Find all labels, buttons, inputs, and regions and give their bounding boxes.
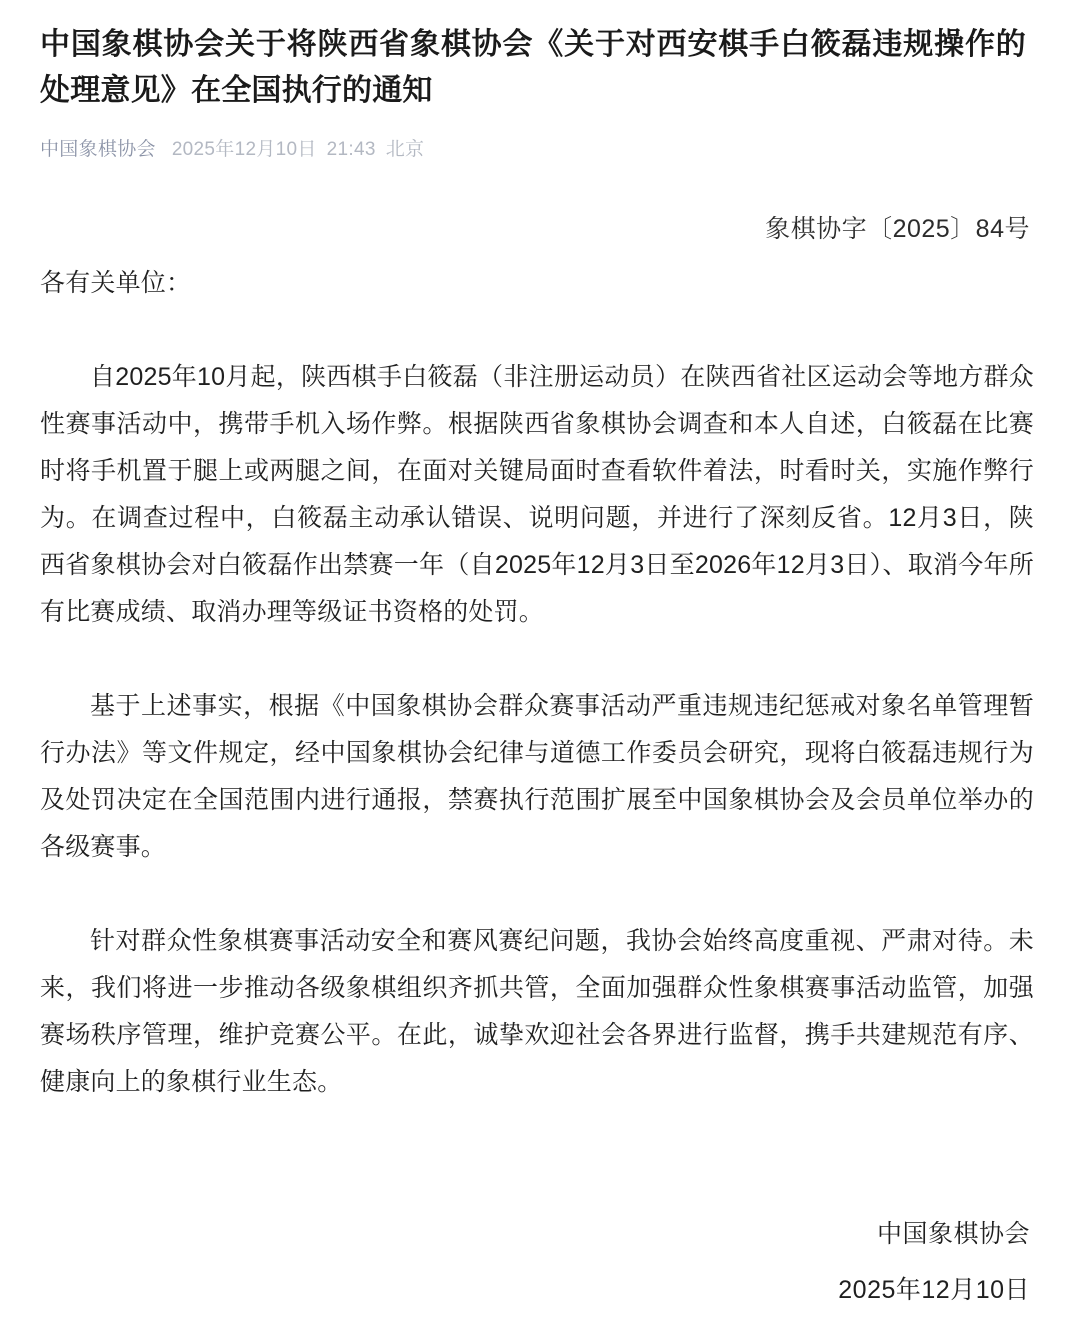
body-paragraph-1: 自2025年10月起，陕西棋手白筱磊（非注册运动员）在陕西省社区运动会等地方群众性赛事活动中，携带手机入场作弊。根据陕西省象棋协会调查和本人自述，白筱磊在比赛时将手机置于腿上或两腿之间，在面对关键局面时查看软件着法，时看时关，实施作弊行为。在调查过程中，白筱磊主动承认错误、说明问题，并进行了深刻反省。12月3日，陕西省象棋协会对白筱磊作出禁赛一年（自2025年12月3日至2026年12月3日）、取消今年所有比赛成绩、取消办理等级证书资格的处罚。 xyxy=(40,363,1034,626)
byline-author[interactable]: 中国象棋协会 xyxy=(40,139,156,160)
body-paragraph-2: 基于上述事实，根据《中国象棋协会群众赛事活动严重违规违纪惩戒对象名单管理暂行办法》等文件规定，经中国象棋协会纪律与道德工作委员会研究，现将白筱磊违规行为及处罚决定在全国范围内进行通报，禁赛执行范围扩展至中国象棋协会及会员单位举办的各级赛事。 xyxy=(40,692,1034,861)
page-title: 中国象棋协会关于将陕西省象棋协会《关于对西安棋手白筱磊违规操作的处理意见》在全国执行的通知 xyxy=(40,28,1026,107)
byline-date: 2025年12月10日 xyxy=(171,139,317,160)
article-body xyxy=(40,260,1034,1106)
byline-time: 21:43 xyxy=(326,139,376,160)
salutation: 各有关单位： xyxy=(40,269,192,297)
signature-date: 2025年12月10日 xyxy=(838,1276,1030,1304)
paragraph-spacer xyxy=(40,636,1034,683)
byline-meta xyxy=(172,139,425,160)
signature-block xyxy=(40,1206,1034,1318)
paragraph-spacer xyxy=(40,307,1034,354)
byline xyxy=(40,136,1034,164)
signature-organization: 中国象棋协会 xyxy=(876,1220,1030,1248)
byline-location: 北京 xyxy=(385,139,425,160)
body-paragraph-3: 针对群众性象棋赛事活动安全和赛风赛纪问题，我协会始终高度重视、严肃对待。未来，我们将进一步推动各级象棋组织齐抓共管，全面加强群众性象棋赛事活动监管，加强赛场秩序管理，维护竞赛公平。在此，诚挚欢迎社会各界进行监督，携手共建规范有序、健康向上的象棋行业生态。 xyxy=(40,927,1034,1096)
document-number: 象棋协字〔2025〕84号 xyxy=(765,215,1030,243)
paragraph-spacer xyxy=(40,871,1034,918)
